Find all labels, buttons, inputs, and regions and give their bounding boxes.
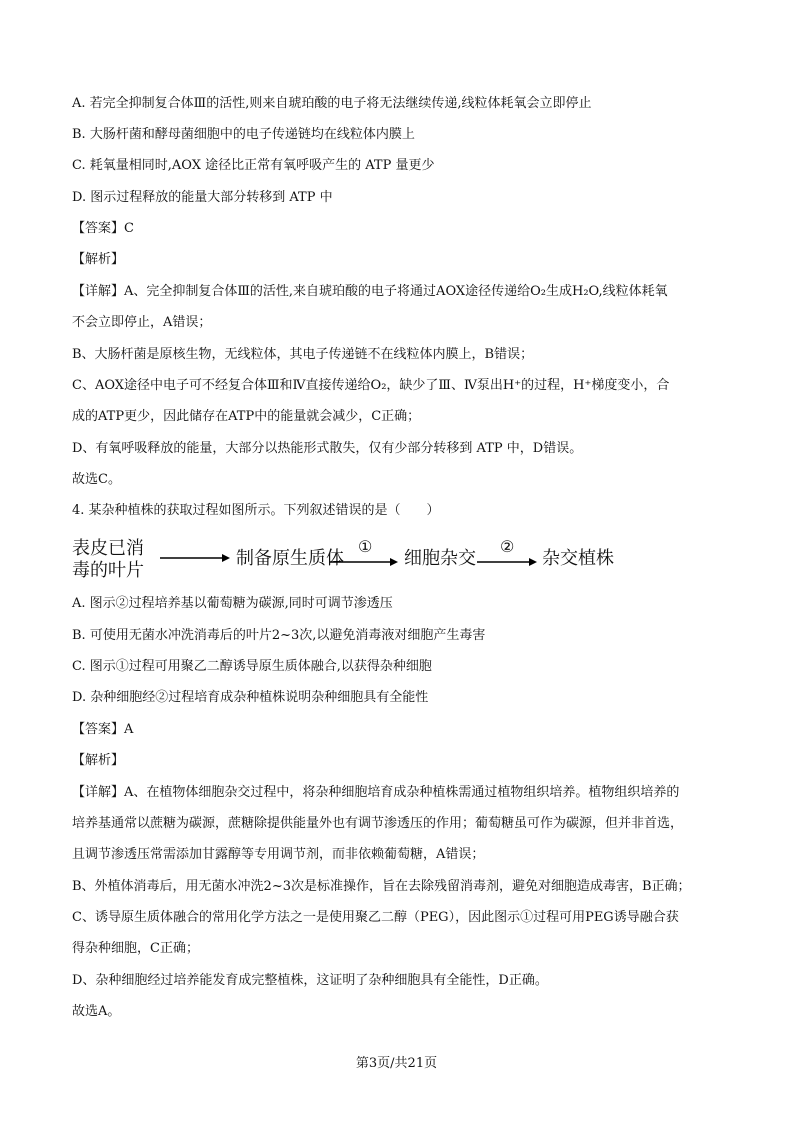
q3-answer: 【答案】C [72, 221, 134, 236]
q4-option-c: C. 图示①过程可用聚乙二醇诱导原生质体融合,以获得杂种细胞 [72, 659, 432, 674]
arrow-right-icon [477, 556, 537, 568]
q4-detail-line: 培养基通常以蔗糖为碳源，蔗糖除提供能量外也有调节渗透压的作用；葡萄糖虽可作为碳源，但并非首选， [72, 816, 684, 831]
flow-label-1: ① [358, 537, 373, 556]
q3-detail-line: 成的ATP更少，因此储存在ATP中的能量就会减少，C正确； [72, 409, 421, 424]
flow-step-leaf-line2: 毒的叶片 [72, 560, 144, 581]
arrow-right-icon [160, 552, 230, 564]
arrow-right-icon [330, 556, 398, 568]
q4-stem: 4. 某杂种植株的获取过程如图所示。下列叙述错误的是（ ） [72, 503, 440, 518]
flow-step-leaf-line1: 表皮已消 [72, 538, 144, 559]
q3-analysis-heading: 【解析】 [72, 252, 125, 267]
q4-detail-line: 得杂种细胞，C正确； [72, 941, 199, 956]
q4-answer: 【答案】A [72, 722, 134, 737]
q3-conclusion: 故选C。 [72, 472, 121, 487]
q3-option-a: A. 若完全抑制复合体Ⅲ的活性,则来自琥珀酸的电子将无法继续传递,线粒体耗氧会立即停止 [72, 96, 592, 111]
q3-detail-line: B、大肠杆菌是原核生物，无线粒体，其电子传递链不在线粒体内膜上，B错误； [72, 347, 534, 362]
flow-step-cell-hybrid: 细胞杂交 [404, 548, 476, 569]
flow-step-protoplast: 制备原生质体 [236, 548, 344, 569]
page-number: 第3页/共21页 [355, 1056, 438, 1071]
q3-detail-line: 不会立即停止，A错误； [72, 315, 212, 330]
q4-detail-line: D、杂种细胞经过培养能发育成完整植株，这证明了杂种细胞具有全能性，D正确。 [72, 973, 548, 988]
q4-detail-line: B、外植体消毒后，用无菌水冲洗2~3次是标准操作，旨在去除残留消毒剂，避免对细胞造成毒害，B正确； [72, 879, 691, 894]
flow-step-hybrid-plant: 杂交植株 [542, 548, 614, 569]
q3-option-b: B. 大肠杆菌和酵母菌细胞中的电子传递链均在线粒体内膜上 [72, 127, 415, 142]
process-flow-diagram [72, 536, 632, 584]
q4-conclusion: 故选A。 [72, 1004, 121, 1019]
q4-detail-line: C、诱导原生质体融合的常用化学方法之一是使用聚乙二醇（PEG），因此图示①过程可用PEG诱导融合获 [72, 910, 679, 925]
q4-detail-line: 【详解】A、在植物体细胞杂交过程中，将杂种细胞培育成杂种植株需通过植物组织培养。植物组织培养的 [72, 785, 680, 800]
q3-detail-line: 【详解】A、完全抑制复合体Ⅲ的活性,来自琥珀酸的电子将通过AOX途径传递给O₂生成H₂O,线粒体耗氧 [72, 284, 668, 299]
q4-analysis-heading: 【解析】 [72, 753, 125, 768]
q4-option-b: B. 可使用无菌水冲洗消毒后的叶片2~3次,以避免消毒液对细胞产生毒害 [72, 628, 486, 643]
q4-option-d: D. 杂种细胞经②过程培育成杂种植株说明杂种细胞具有全能性 [72, 690, 429, 705]
q4-detail-line: 且调节渗透压常需添加甘露醇等专用调节剂，而非依赖葡萄糖，A错误； [72, 847, 485, 862]
q3-detail-line: D、有氧呼吸释放的能量，大部分以热能形式散失，仅有少部分转移到 ATP 中，D错误。 [72, 441, 583, 456]
q3-detail-line: C、AOX途径中电子可不经复合体Ⅲ和Ⅳ直接传递给O₂，缺少了Ⅲ、Ⅳ泵出H⁺的过程，H⁺梯度变小，合 [72, 378, 670, 393]
flow-label-2: ② [500, 537, 515, 556]
q4-option-a: A. 图示②过程培养基以葡萄糖为碳源,同时可调节渗透压 [72, 596, 393, 611]
q3-option-d: D. 图示过程释放的能量大部分转移到 ATP 中 [72, 190, 333, 205]
q3-option-c: C. 耗氧量相同时,AOX 途径比正常有氧呼吸产生的 ATP 量更少 [72, 158, 435, 173]
